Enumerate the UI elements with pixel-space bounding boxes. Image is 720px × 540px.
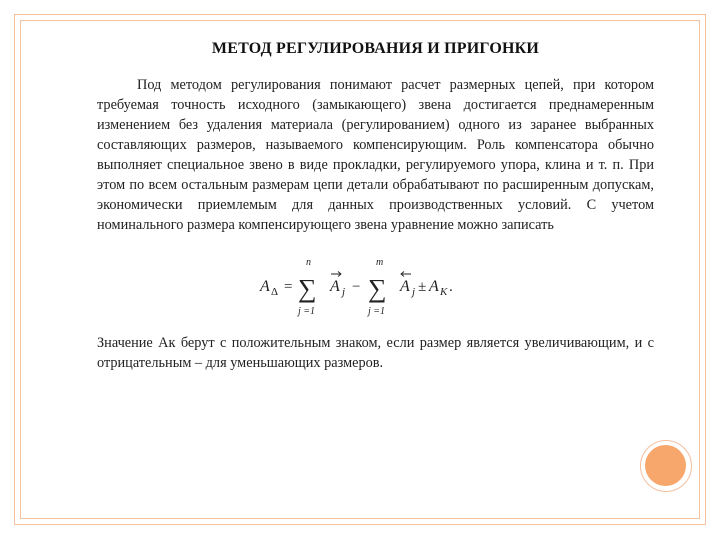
formula-period: .	[449, 279, 453, 295]
slide-content	[97, 40, 654, 373]
formula-sum2-lower: j =1	[368, 306, 386, 317]
formula-sum2-upper: m	[376, 257, 384, 268]
slide-title: МЕТОД РЕГУЛИРОВАНИЯ И ПРИГОНКИ	[211, 40, 540, 57]
formula-minus: −	[352, 279, 361, 295]
formula-term2: A	[400, 278, 410, 295]
formula-comp: A	[429, 278, 439, 295]
formula-comp-sub: K	[440, 286, 448, 298]
paragraph-method-description: Под методом регулирования понимают расчет размерных цепей, при котором требуемая точность исходного (замыкающего) звена достигается преднамеренным изменением без удаления материала (регулированием) одного из заранее выбранных составляющих размеров, называемого компенсирующим. Роль компенсатора обычно выполняет специальное звено в виде прокладки, регулируемого упора, клина и т. п. При этом по всем остальным размерам цепи детали обрабатывают по расширенным допускам, экономически приемлемым для данных производственных условий. С учетом номинального размера компенсирующего звена уравнение можно записать	[97, 77, 654, 233]
formula-term1: A	[330, 278, 340, 295]
arrow-left-icon	[401, 272, 411, 277]
formula-equals: =	[284, 279, 293, 295]
formula-lhs-sub: Δ	[271, 286, 279, 298]
sum-sign-icon: ∑	[368, 274, 387, 303]
formula	[97, 251, 654, 321]
sum-sign-icon: ∑	[298, 274, 317, 303]
formula-sum1-lower: j =1	[298, 306, 316, 317]
formula-sum1-upper: n	[306, 257, 311, 268]
paragraph-sign-rule: Значение Ак берут с положительным знаком, если размер является увеличивающим, и с отрицательным – для уменьшающих размеров.	[97, 335, 654, 371]
formula-plusminus: ±	[418, 279, 427, 295]
formula-svg	[254, 251, 454, 321]
arrow-right-icon	[331, 272, 341, 277]
formula-term2-sub: j	[412, 286, 416, 298]
formula-lhs: A	[260, 278, 270, 295]
decorative-circle-icon	[645, 445, 686, 486]
formula-term1-sub: j	[342, 286, 346, 298]
